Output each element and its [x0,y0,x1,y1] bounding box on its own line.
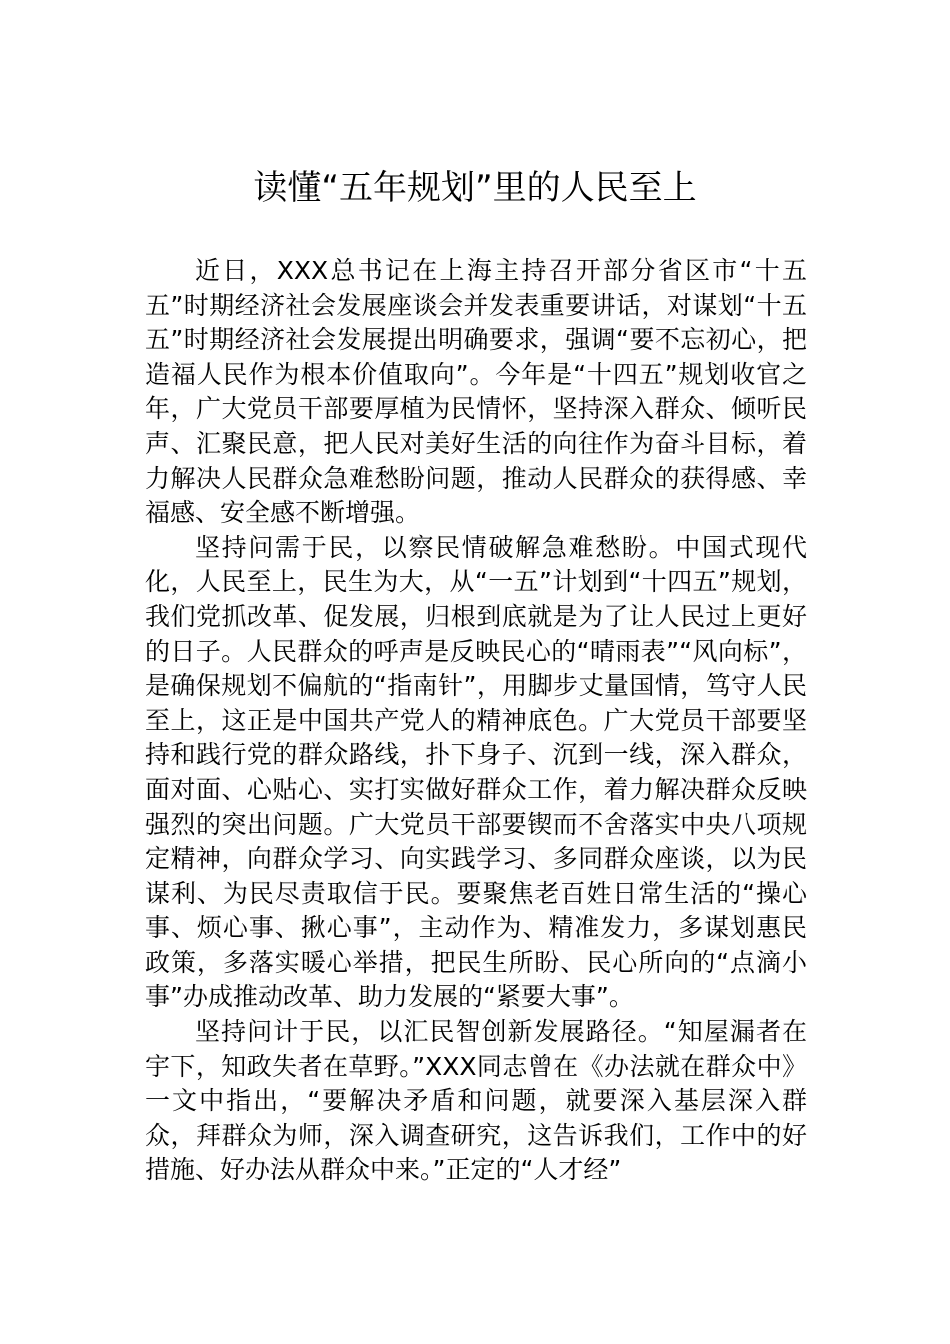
paragraph: 坚持问计于民，以汇民智创新发展路径。“知屋漏者在宇下，知政失者在草野。”XXX同志曾在《办法就在群众中》一文中指出，“要解决矛盾和问题，就要深入基层深入群众，拜群众为师，深入调查研究，这告诉我们，工作中的好措施、好办法从群众中来。”正定的“人才经” [145,1017,807,1185]
paragraph: 坚持问需于民，以察民情破解急难愁盼。中国式现代化，人民至上，民生为大，从“一五”计划到“十四五”规划，我们党抓改革、促发展，归根到底就是为了让人民过上更好的日子。人民群众的呼声是反映民心的“晴雨表”“风向标”，是确保规划不偏航的“指南针”，用脚步丈量国情，笃守人民至上，这正是中国共产党人的精神底色。广大党员干部要坚持和践行党的群众路线，扑下身子、沉到一线，深入群众，面对面、心贴心、实打实做好群众工作，着力解决群众反映强烈的突出问题。广大党员干部要锲而不舍落实中央八项规定精神，向群众学习、向实践学习、多同群众座谈，以为民谋利、为民尽责取信于民。要聚焦老百姓日常生活的“操心事、烦心事、揪心事”，主动作为、精准发力，多谋划惠民政策，多落实暖心举措，把民生所盼、民心所向的“点滴小事”办成推动改革、助力发展的“紧要大事”。 [145,532,807,1012]
paragraph: 近日，XXX总书记在上海主持召开部分省区市“十五五”时期经济社会发展座谈会并发表重要讲话，对谋划“十五五”时期经济社会发展提出明确要求，强调“要不忘初心，把造福人民作为根本价值取向”。今年是“十四五”规划收官之年，广大党员干部要厚植为民情怀，坚持深入群众、倾听民声、汇聚民意，把人民对美好生活的向往作为奋斗目标，着力解决人民群众急难愁盼问题，推动人民群众的获得感、幸福感、安全感不断增强。 [145,256,807,528]
document-body [145,254,807,1188]
document-title: 读懂“五年规划”里的人民至上 [253,168,697,208]
